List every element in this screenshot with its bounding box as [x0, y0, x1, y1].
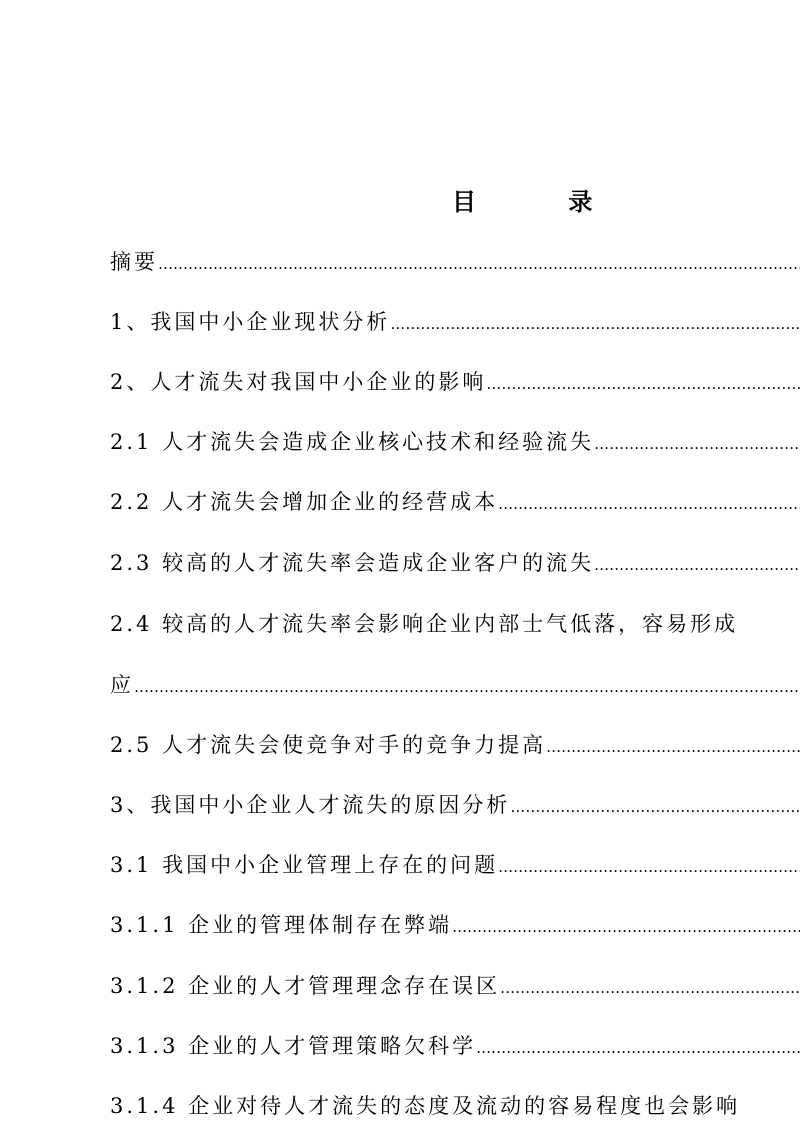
- toc-entry-3-1-1[interactable]: [110, 909, 800, 945]
- toc-entry-3[interactable]: [110, 789, 800, 825]
- toc-entry-text: 2.3 较高的人才流失率会造成企业客户的流失: [110, 551, 595, 575]
- toc-leader-dots: [498, 495, 800, 513]
- toc-entry-2-4[interactable]: [110, 608, 800, 644]
- toc-entry-text: 3.1.4 企业对待人才流失的态度及流动的容易程度也会影响: [110, 1094, 741, 1118]
- toc-entry-2-5[interactable]: [110, 729, 800, 765]
- toc-entry-text: 1、我国中小企业现状分析: [110, 310, 391, 334]
- toc-entry-2-4-continued[interactable]: [110, 669, 800, 705]
- toc-entry-text: 2、人才流失对我国中小企业的影响: [110, 370, 487, 394]
- toc-entry-text: 3.1.1 企业的管理体制存在弊端: [110, 913, 453, 937]
- toc-entry-text: 2.2 人才流失会增加企业的经营成本: [110, 490, 499, 514]
- toc-leader-dots: [594, 435, 800, 453]
- toc-entry-2-2[interactable]: [110, 486, 800, 522]
- toc-entry-text: 3、我国中小企业人才流失的原因分析: [110, 793, 511, 817]
- toc-entry-text: 2.4 较高的人才流失率会影响企业内部士气低落，容易形成: [110, 612, 739, 636]
- toc-entry-3-1[interactable]: [110, 849, 800, 885]
- toc-entry-2-3[interactable]: [110, 547, 800, 583]
- toc-entry-abstract[interactable]: [110, 246, 800, 282]
- toc-entry-2[interactable]: [110, 366, 800, 402]
- toc-leader-dots: [546, 738, 800, 756]
- toc-leader-dots: [486, 375, 800, 393]
- toc-leader-dots: [476, 1039, 800, 1057]
- toc-entry-text: 2.5 人才流失会使竞争对手的竞争力提高: [110, 733, 547, 757]
- toc-leader-dots: [510, 798, 800, 816]
- toc-leader-dots: [500, 979, 800, 997]
- toc-entry-1[interactable]: [110, 306, 800, 342]
- toc-entry-text: 3.1 我国中小企业管理上存在的问题: [110, 853, 499, 877]
- toc-leader-dots: [390, 315, 800, 333]
- toc-leader-dots: [452, 918, 800, 936]
- toc-entry-3-1-3[interactable]: [110, 1030, 800, 1066]
- toc-title: 目 录: [452, 188, 635, 216]
- toc-entry-3-1-2[interactable]: [110, 970, 800, 1006]
- toc-entry-text: 3.1.2 企业的人才管理理念存在误区: [110, 974, 501, 998]
- toc-entry-2-1[interactable]: [110, 426, 800, 462]
- toc-leader-dots: [594, 556, 800, 574]
- toc-entry-3-1-4[interactable]: [110, 1090, 800, 1126]
- toc-leader-dots: [134, 678, 800, 696]
- toc-entry-text: 3.1.3 企业的人才管理策略欠科学: [110, 1034, 477, 1058]
- toc-leader-dots: [498, 858, 800, 876]
- toc-entry-text: 2.1 人才流失会造成企业核心技术和经验流失: [110, 430, 595, 454]
- toc-leader-dots: [158, 255, 800, 273]
- toc-entry-text: 摘要: [110, 250, 158, 274]
- toc-entry-text: 应: [110, 673, 134, 697]
